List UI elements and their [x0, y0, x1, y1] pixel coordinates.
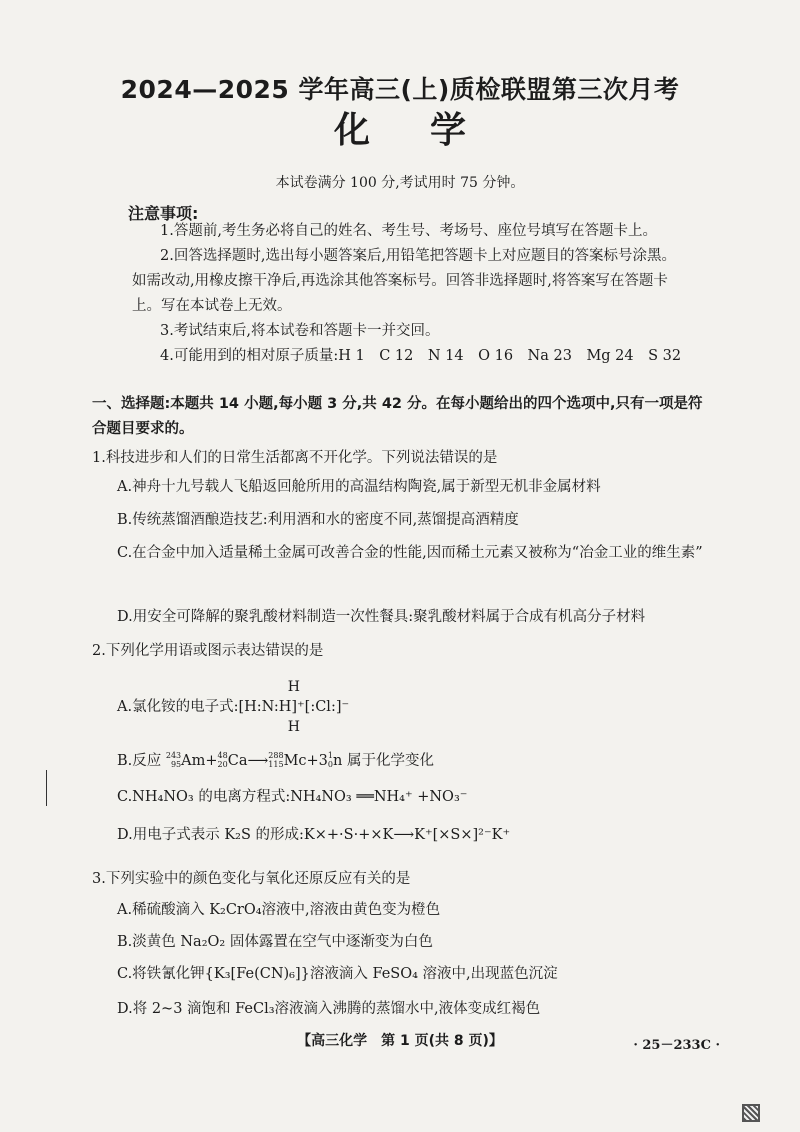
section-title: 一、选择题:本题共 14 小题,每小题 3 分,共 42 分。在每小题给出的四个选项中,只有一项是符合题目要求的。	[92, 396, 703, 437]
k2s-formation-formula: K×+·S·+×K⟶K⁺[×S×]²⁻K⁺	[303, 827, 511, 843]
q3-option-a: A.稀硫酸滴入 K₂CrO₄溶液中,溶液由黄色变为橙色	[117, 902, 441, 918]
paper-code: · 25－233C ·	[633, 1038, 720, 1053]
q3-option-b: B.淡黄色 Na₂O₂ 固体露置在空气中逐渐变为白色	[117, 934, 433, 950]
am-nuclide-indices: 243 95	[165, 751, 182, 769]
q1-option-d: D.用安全可降解的聚乳酸材料制造一次性餐具:聚乳酸材料属于合成有机高分子材料	[117, 609, 646, 625]
question-2-stem: 2.下列化学用语或图示表达错误的是	[92, 643, 324, 659]
exam-info: 本试卷满分 100 分,考试用时 75 分钟。	[275, 175, 525, 191]
q3-option-d: D.将 2~3 滴饱和 FeCl₃溶液滴入沸腾的蒸馏水中,液体变成红褐色	[117, 1001, 541, 1017]
subject-title: 化学	[333, 110, 526, 151]
q1-option-b: B.传统蒸馏酒酿造技艺:利用酒和水的密度不同,蒸馏提高酒精度	[117, 512, 519, 528]
q2-option-d: D.用电子式表示 K₂S 的形成:K×+·S·+×K⟶K⁺[×S×]²⁻K⁺	[117, 827, 511, 843]
notice-title: 注意事项:	[128, 204, 199, 223]
mc-nuclide-indices: 288 115	[268, 751, 284, 769]
neutron-indices: 1 0	[327, 751, 333, 769]
ammonium-chloride-electron-formula: H [H:N:H]⁺[:Cl:]⁻ H	[238, 679, 350, 735]
notice-item-1: 1.答题前,考生务必将自己的姓名、考生号、考场号、座位号填写在答题卡上。	[160, 223, 657, 239]
notice-item-3: 3.考试结束后,将本试卷和答题卡一并交回。	[160, 323, 440, 339]
qr-code-icon	[742, 1104, 760, 1122]
exam-title: 2024—2025 学年高三(上)质检联盟第三次月考	[120, 75, 680, 104]
q1-option-c: C.在合金中加入适量稀土金属可改善合金的性能,因而稀土元素又被称为“冶金工业的维生素”	[117, 545, 703, 561]
question-3-stem: 3.下列实验中的颜色变化与氧化还原反应有关的是	[92, 871, 411, 887]
ca-nuclide-indices: 48 20	[217, 751, 228, 769]
margin-mark	[46, 770, 47, 806]
question-1-stem: 1.科技进步和人们的日常生活都离不开化学。下列说法错误的是	[92, 450, 498, 466]
q1-option-a: A.神舟十九号载人飞船返回舱所用的高温结构陶瓷,属于新型无机非金属材料	[117, 479, 601, 495]
notice-item-2: 2.回答选择题时,选出每小题答案后,用铅笔把答题卡上对应题目的答案标号涂黑。如需改动,用橡皮擦干净后,再选涂其他答案标号。回答非选择题时,将答案写在答题卡上。写在本试卷上无效。	[132, 248, 677, 314]
q3-option-c: C.将铁氰化钾{K₃[Fe(CN)₆]}溶液滴入 FeSO₄ 溶液中,出现蓝色沉淀	[117, 966, 558, 982]
page-footer: 【高三化学 第 1 页(共 8 页)】	[297, 1033, 503, 1049]
q2-option-a: A.氯化铵的电子式: H [H:N:H]⁺[:Cl:]⁻ H	[117, 679, 350, 735]
notice-item-4: 4.可能用到的相对原子质量:H 1 C 12 N 14 O 16 Na 23 Mg 24 S 32	[160, 348, 682, 364]
q2-option-c: C.NH₄NO₃ 的电离方程式:NH₄NO₃ ══NH₄⁺ +NO₃⁻	[117, 789, 468, 805]
q2-option-b: B.反应 243 95Am+48 20Ca⟶288 115Mc+31 0n 属于化学变化	[117, 751, 434, 769]
